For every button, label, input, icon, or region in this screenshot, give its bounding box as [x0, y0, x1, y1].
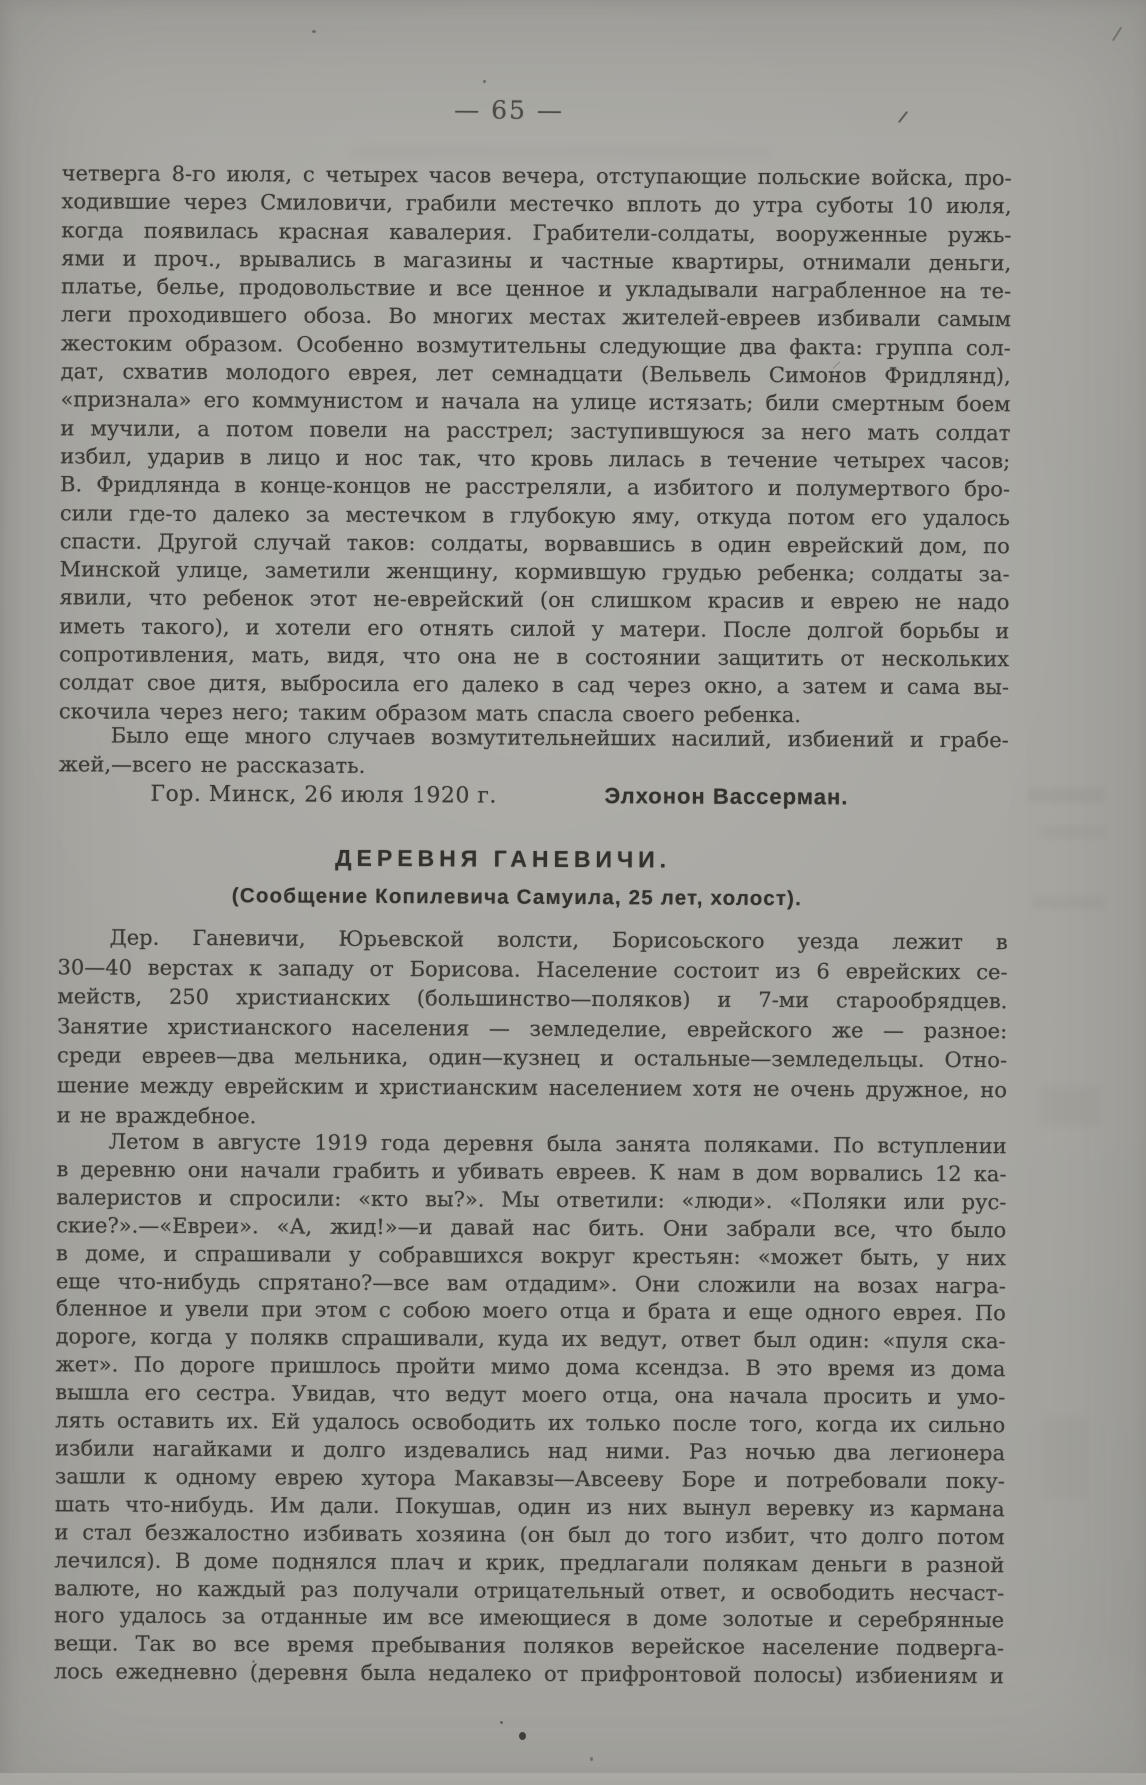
text-line: Дер. Ганевичи, Юрьевской волсти, Борисоьского уезда лежит в — [109, 925, 1008, 955]
ink-bleed-ghost — [1032, 896, 1104, 909]
text-line: валюте, но каждый раз получали отрицательный ответ, и освободить несчаст- — [54, 1575, 1005, 1605]
text-line: и стал безжалостно избивать хозяина (он был до того избит, что долго потом — [54, 1519, 1005, 1549]
ink-bleed-ghost — [1040, 826, 1104, 838]
text-line: лять оставить их. Ей удалось освободить их только после того, когда их сильно — [55, 1408, 1006, 1438]
text-line: шение между еврейским и христианским населением хотя не очень дружное, но — [56, 1073, 1007, 1103]
text-line: вещи. Так во все время пребывания поляков верейское население подверга- — [53, 1631, 1005, 1661]
text-line: четверга 8-го июля, с четырех часов вечера, отступающие польские войска, про- — [61, 161, 1012, 191]
paragraph-summary — [59, 721, 1009, 783]
page-number: — 65 — — [454, 95, 564, 125]
paragraph-smilovichi — [59, 159, 1012, 730]
text-line: лечился). В доме поднялся плач и крик, предлагали полякам деньги в разной — [54, 1547, 1005, 1577]
text-line: солдат свое дитя, выбросила его далеко в сад через окно, а затем и сама вы- — [58, 670, 1010, 700]
text-line: Минской улице, заметили женщину, кормившую грудью ребенка; солдаты за- — [59, 557, 1010, 587]
text-line: шать что-нибудь. Им дали. Покушав, один из них вынул веревку из кармана — [54, 1492, 1005, 1522]
text-line: и мучили, а потом повели на расстрел; заступившуюся за него мать солдат — [60, 415, 1011, 445]
text-line: валеристов и спросили: «кто вы?». Мы ответили: «люди». «Поляки или рус- — [56, 1185, 1007, 1215]
text-line: дат, схватив молодого еврея, лет семнадцати (Вельвель Симонов Фридлянд), — [60, 359, 1011, 389]
text-line: ские?».—«Евреи». «А, жид!»—и давай нас бить. Они забрали все, что было — [56, 1212, 1007, 1242]
text-line: явили, что ребенок этот не-еврейский (он слишком красив и еврею не надо — [59, 585, 1010, 615]
scan-speck — [519, 1732, 526, 1740]
paragraph-village-description — [57, 923, 1008, 1135]
text-line: лось ежедневно (деревня была недалеко от прифронтовой полосы) избиениям и — [53, 1659, 1004, 1689]
text-line: вышла его сестра. Увидав, что ведут моего отца, она начала просить и умо- — [55, 1380, 1006, 1410]
text-line: сопротивления, мать, видя, что она не в состоянии защитить от нескольких — [59, 642, 1010, 672]
text-line: «признала» его коммунистом и начала на улице истязать; били смертным боем — [60, 387, 1011, 417]
text-line: мейств, 250 христианских (большинство—поляков) и 7-ми старообрядцев. — [57, 984, 1008, 1014]
ink-bleed-ghost — [352, 146, 772, 158]
text-line: скочила через него; таким образом мать спасла своего ребенка. — [58, 698, 802, 727]
ink-bleed-ghost — [1044, 1418, 1088, 1498]
text-line: избил, ударив в лицо и нос так, что кровь лилась в течение четырех часов; — [60, 444, 1011, 474]
scan-speck — [500, 1721, 503, 1724]
text-line: Летом в августе 1919 года деревня была занята поляками. По вступлении — [108, 1129, 1007, 1159]
text-line: среди евреев—два мельника, один—кузнец и остальные—земледельцы. Отно- — [57, 1043, 1008, 1073]
text-line: и не враждебное. — [56, 1102, 257, 1128]
text-line: ями и проч., врывались в магазины и частные квартиры, отнимали деньги, — [61, 246, 1012, 276]
text-line: 30—40 верстах к западу от Борисова. Население состоит из 6 еврейских се- — [57, 954, 1008, 984]
place-date: Гор. Минск, 26 июля 1920 г. — [150, 781, 497, 809]
text-line: в деревню они начали грабить и убивать евреев. К нам в дом ворвались 12 ка- — [56, 1157, 1007, 1187]
text-line: зашли к одному еврею хутора Макавзы—Авсееву Боре и потребовали поку- — [54, 1464, 1005, 1494]
scan-speck — [483, 80, 486, 83]
text-line: жестоким образом. Особенно возмутительны следующие два факта: группа сол- — [60, 331, 1011, 361]
text-line: бленное и увели при этом с собою моего отца и брата и еще одного еврея. По — [55, 1296, 1006, 1326]
paragraph-occupation-events — [54, 1128, 1007, 1691]
section-subtitle: (Сообщение Копилевича Самуила, 25 лет, холост). — [231, 884, 803, 911]
ink-bleed-ghost — [1028, 788, 1104, 803]
text-line: ходившие через Смиловичи, грабили местечко вплоть до утра суботы 10 июля, — [61, 189, 1012, 219]
dateline-row — [58, 780, 1008, 811]
text-line: избили нагайками и долго издевались над ними. Раз ночью два легионера — [54, 1436, 1006, 1466]
text-line: иметь такого), и хотели его отнять силой у матери. После долгой борьбы и — [59, 614, 1010, 643]
text-line: когда появилась красная кавалерия. Грабители-солдаты, вооруженные ружь- — [61, 217, 1012, 247]
text-line: В. Фридлянда в конце-концов не расстреляли, а избитого и полумертвого бро- — [60, 472, 1011, 502]
text-line: Занятие христианского населения — земледелие, еврейского же — разное: — [57, 1014, 1008, 1044]
text-line: в доме, и спрашивали у собравшихся вокруг крестьян: «может быть, у них — [55, 1240, 1007, 1270]
text-line: леги проходившего обоза. Во многих местах жителей-евреев избивали самым — [60, 302, 1012, 332]
text-line: платье, белье, продовольствие и все ценное и укладывали награбленное на те- — [61, 274, 1012, 304]
scan-speck — [590, 1757, 593, 1761]
text-line: Было еще много случаев возмутительнейших насилий, избиений и грабе- — [110, 723, 1009, 753]
scan-edge — [0, 1773, 1146, 1783]
text-line: ного удалось за отданные им все имеющиеся в доме золотые и серебрянные — [54, 1603, 1005, 1633]
text-line: жей,—всего не рассказать. — [58, 751, 366, 778]
scan-scratch — [1112, 27, 1122, 42]
scan-speck — [252, 1660, 255, 1663]
text-line: еще что-нибудь спрятано?—все вам отдадим». Они сложили на возах награ- — [55, 1268, 1006, 1298]
text-line: сили где-то далеко за местечком в глубокую яму, откуда потом его удалось — [59, 500, 1010, 530]
text-line: спасти. Другой случай таков: солдаты, ворвавшись в один еврейский дом, по — [59, 529, 1010, 559]
scan-speck — [312, 30, 316, 33]
author-signature: Элхонон Вассерман. — [604, 783, 849, 810]
text-line: дороге, когда у полякв спрашивали, куда их ведут, ответ был один: «пуля ска- — [55, 1324, 1006, 1354]
section-title: ДЕРЕВНЯ ГАНЕВИЧИ. — [335, 844, 672, 873]
text-line: жет». По дороге пришлось пройти мимо дома ксендза. В это время из дома — [55, 1352, 1006, 1382]
page-content — [53, 0, 1012, 1785]
ink-bleed-ghost — [1040, 1086, 1100, 1126]
